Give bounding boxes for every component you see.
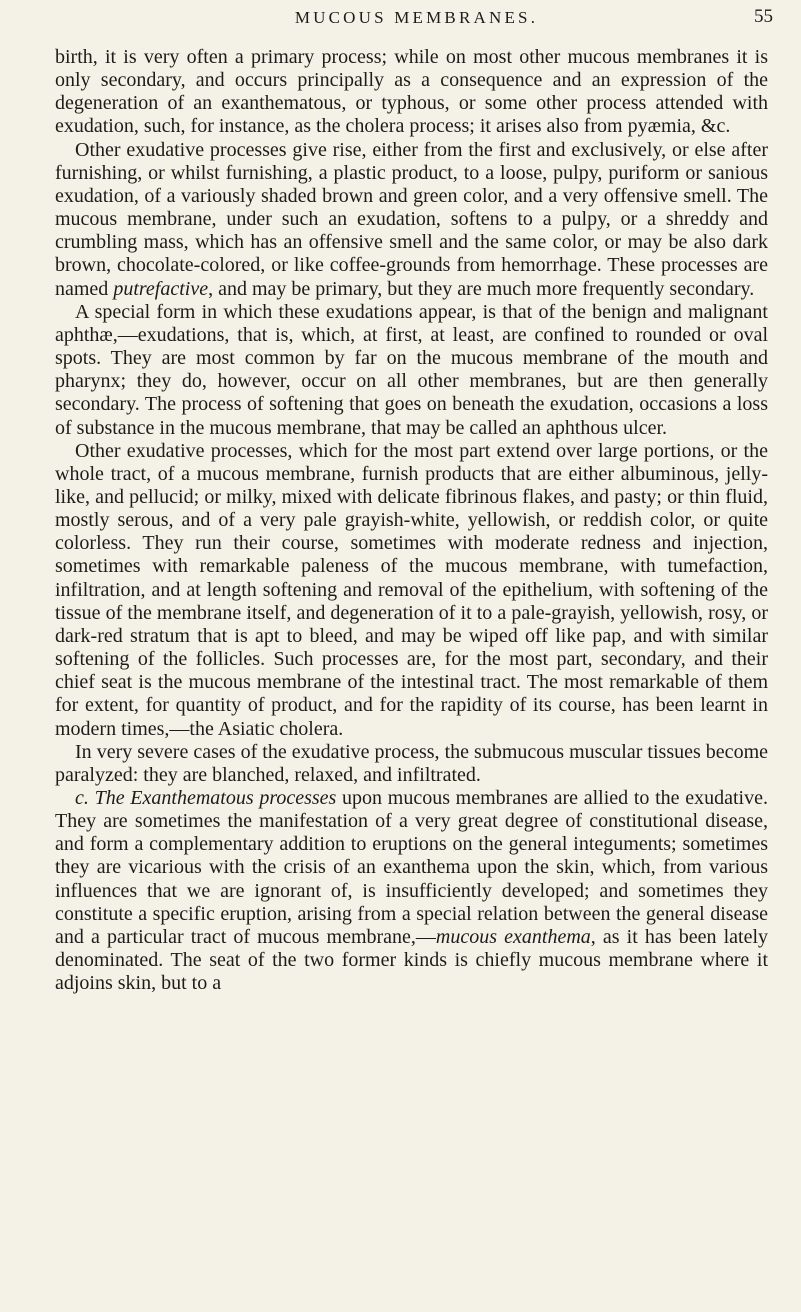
italic-term: putrefactive <box>113 277 209 300</box>
paragraph-exanthematous <box>55 787 768 995</box>
paragraph-text: Other exudative processes give rise, either from the first and exclusively, or else after furnishing, or whilst furnishing, a plastic product, to a loose, pulpy, puriform or sanious exudation, of a variously shaded brown and green color, and a very offensive smell. The mucous membrane, under such an exudation, softens to a pulpy, or a shreddy and crumbling mass, which has an offensive smell and the same color, or may be also dark brown, chocolate-colored, or like coffee-grounds from hemorrhage. These processes are named <box>55 138 768 300</box>
paragraph-severe-cases <box>55 741 768 787</box>
paragraph-text: birth, it is very often a primary process; while on most other mucous membranes it is only secondary, and occurs principally as a consequence and an expression of the degeneration of an exanthematous, or typhous, or some other process attended with exudation, such, for instance, as the cholera process; it arises also from pyæmia, &c. <box>55 46 768 138</box>
paragraph-aphthae <box>55 301 768 440</box>
paragraph-text: In very severe cases of the exudative process, the submucous muscular tissues become paralyzed: they are blanched, relaxed, and infiltrated. <box>55 740 768 786</box>
italic-term: mucous exanthema <box>435 925 591 948</box>
paragraph-text: , as it has been lately denominated. The seat of the two former kinds is chiefly mucous membrane where it adjoins skin, but to a <box>55 925 768 995</box>
body-text <box>55 46 768 995</box>
running-title: MUCOUS MEMBRANES. <box>294 8 539 27</box>
paragraph-continued <box>55 46 768 139</box>
paragraph-text: upon mucous membranes are allied to the exudative. They are sometimes the manifestation of a very great degree of constitutional disease, and form a complementary addition to eruptions on the general integuments; sometimes they are vicarious with the crisis of an exanthema upon the skin, which, from various influences that we are ignorant of, is insufficiently developed; and sometimes they constitute a specific eruption, arising from a special relation between the general disease and a particular tract of mucous membrane,— <box>55 787 768 948</box>
paragraph-other-exudative <box>55 440 768 741</box>
paragraph-text: , and may be primary, but they are much more frequently secondary. <box>208 277 755 300</box>
paragraph-putrefactive <box>55 139 768 301</box>
section-heading-italic: c. The Exanthematous processes <box>75 787 337 809</box>
paragraph-text: Other exudative processes, which for the most part extend over large portions, or the whole tract, of a mucous membrane, furnish products that are either albuminous, jelly-like, and pellucid; or milky, mixed with delicate fibrinous flakes, and pasty; or thin fluid, mostly serous, and of a very pale grayish-white, yellowish, or reddish color, or quite colorless. They run their course, sometimes with moderate redness and injection, sometimes with remarkable paleness of the mucous membrane, with tumefaction, infiltration, and at length softening and removal of the epithelium, with softening of the tissue of the membrane itself, and degeneration of it to a pale-grayish, yellowish, rosy, or dark-red stratum that is apt to bleed, and may be wiped off like pap, and with similar softening of the follicles. Such processes are, for the most part, secondary, and their chief seat is the mucous membrane of the intestinal tract. The most remarkable of them for extent, for quantity of product, and for the rapidity of its course, has been learnt in modern times,—the Asiatic cholera. <box>55 439 768 740</box>
page-number: 55 <box>754 6 773 27</box>
running-head <box>60 6 773 36</box>
paragraph-text: A special form in which these exudations appear, is that of the benign and malignant aphthæ,—exudations, that is, which, at first, at least, are confined to rounded or oval spots. They are most common by far on the mucous membrane of the mouth and pharynx; they do, however, occur on all other membranes, but are then generally secondary. The process of softening that goes on beneath the exudation, occasions a loss of substance in the mucous membrane, that may be called an aphthous ulcer. <box>55 300 768 439</box>
